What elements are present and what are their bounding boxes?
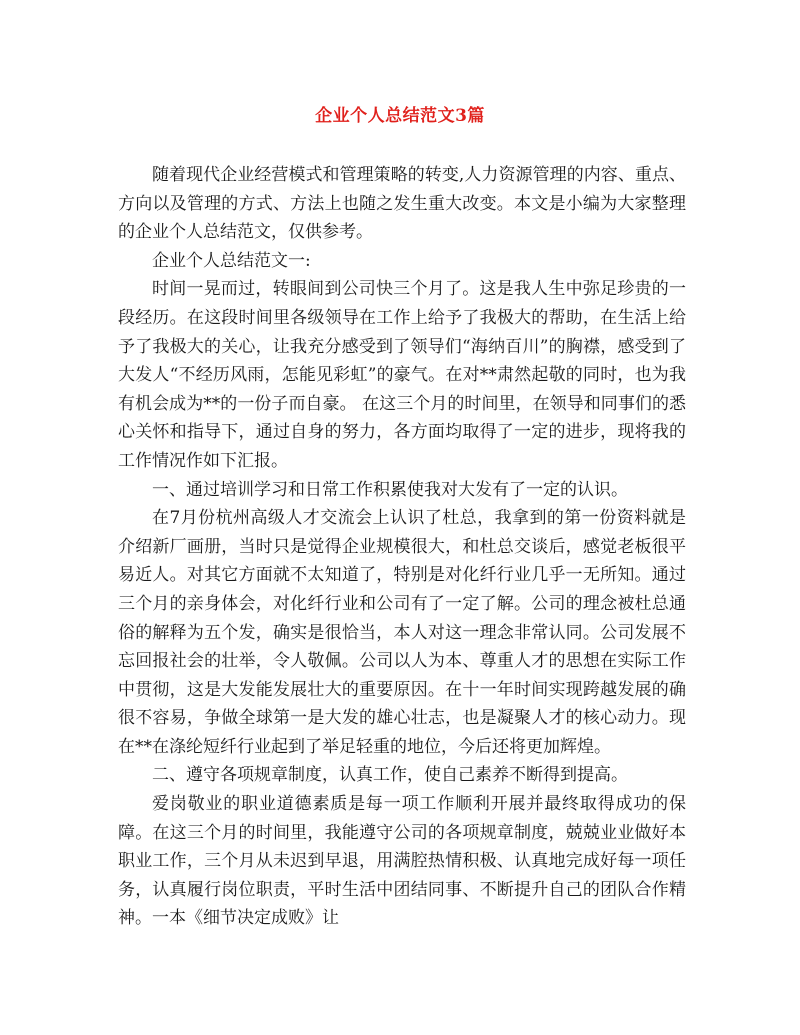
document-title: 企业个人总结范文3篇: [315, 106, 485, 126]
section-heading-1: 一、通过培训学习和日常工作积累使我对大发有了一定的认识。: [152, 479, 628, 500]
document-body: [118, 161, 686, 933]
intro-paragraph: 随着现代企业经营模式和管理策略的转变,人力资源管理的内容、重点、方向以及管理的方式、方法上也随之发生重大改变。本文是小编为大家整理的企业个人总结范文，仅供参考。: [118, 165, 686, 243]
body-paragraph: 在7月份杭州高级人才交流会上认识了杜总，我拿到的第一份资料就是介绍新厂画册，当时只是觉得企业规模很大，和杜总交谈后，感觉老板很平易近人。对其它方面就不太知道了，特别是对化纤行业几乎一无所知。通过三个月的亲身体会，对化纤行业和公司有了一定了解。公司的理念被杜总通俗的解释为五个发，确实是很恰当，本人对这一理念非常认同。公司发展不忘回报社会的壮举，令人敬佩。公司以人为本、尊重人才的思想在实际工作中贯彻，这是大发能发展壮大的重要原因。在十一年时间实现跨越发展的确很不容易，争做全球第一是大发的雄心壮志，也是凝聚人才的核心动力。现在**在涤纶短纤行业起到了举足轻重的地位，今后还将更加辉煌。: [118, 508, 686, 757]
section-heading-2: 二、遵守各项规章制度，认真工作，使自己素养不断得到提高。: [152, 765, 628, 786]
section-heading-sample-one: 企业个人总结范文一:: [152, 250, 311, 271]
body-paragraph: 爱岗敬业的职业道德素质是每一项工作顺利开展并最终取得成功的保障。在这三个月的时间里，我能遵守公司的各项规章制度，兢兢业业做好本职业工作，三个月从未迟到早退，用满腔热情积极、认真地完成好每一项任务，认真履行岗位职责，平时生活中团结同事、不断提升自己的团队合作精神。一本《细节决定成败》让: [118, 794, 686, 929]
body-paragraph: 时间一晃而过，转眼间到公司快三个月了。这是我人生中弥足珍贵的一段经历。在这段时间里各级领导在工作上给予了我极大的帮助，在生活上给予了我极大的关心，让我充分感受到了领导们“海纳百川”的胸襟，感受到了大发人“不经历风雨，怎能见彩虹”的豪气。在对**肃然起敬的同时，也为我有机会成为**的一份子而自豪。 在这三个月的时间里，在领导和同事们的悉心关怀和指导下，通过自身的努力，各方面均取得了一定的进步，现将我的工作情况作如下汇报。: [118, 279, 686, 471]
